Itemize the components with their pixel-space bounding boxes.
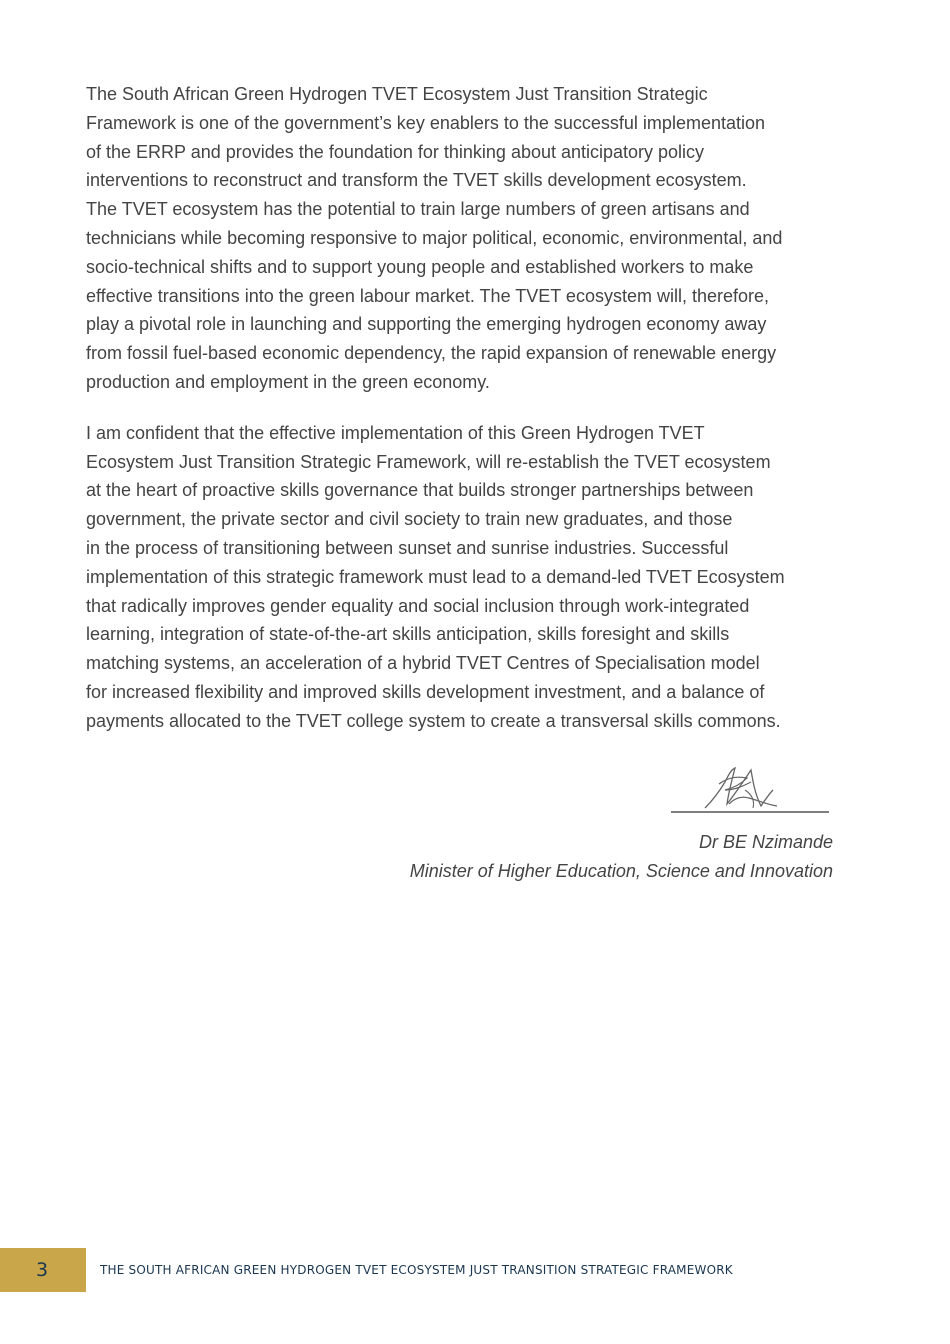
page-footer	[0, 1248, 950, 1292]
paragraph-1: The South African Green Hydrogen TVET Ecosystem Just Transition Strategic Framework is one of the government’s key enablers to the successful implementation of the ERRP and provides the foundation for thinking about anticipatory policy interventions to reconstruct and transform the TVET skills development ecosystem. The TVET ecosystem has the potential to train large numbers of green artisans and technicians while becoming responsive to major political, economic, environmental, and socio-technical shifts and to support young people and established workers to make effective transitions into the green labour market. The TVET ecosystem will, therefore, play a pivotal role in launching and supporting the emerging hydrogen economy away from fossil fuel-based economic dependency, the rapid expansion of renewable energy production and employment in the green economy.	[86, 84, 783, 392]
main-content	[86, 80, 836, 758]
footer-document-title: THE SOUTH AFRICAN GREEN HYDROGEN TVET ECOSYSTEM JUST TRANSITION STRATEGIC FRAMEWORK	[100, 1263, 733, 1277]
paragraph-2: I am confident that the effective implementation of this Green Hydrogen TVET Ecosystem Just Transition Strategic Framework, will re-establish the TVET ecosystem at the heart of proactive skills governance that builds stronger partnerships between government, the private sector and civil society to train new graduates, and those in the process of transitioning between sunset and sunrise industries. Successful implementation of this strategic framework must lead to a demand-led TVET Ecosystem that radically improves gender equality and social inclusion through work-integrated learning, integration of state-of-the-art skills anticipation, skills foresight and skills matching systems, an acceleration of a hybrid TVET Centres of Specialisation model for increased flexibility and improved skills development investment, and a balance of payments allocated to the TVET college system to create a transversal skills commons.	[86, 422, 785, 731]
page-number: 3	[0, 1248, 86, 1292]
handwritten-signature	[669, 760, 833, 824]
signer-name: Dr BE Nzimande	[698, 832, 833, 852]
signer-title: Minister of Higher Education, Science and Innovation	[409, 861, 833, 881]
signature-block	[353, 760, 833, 886]
